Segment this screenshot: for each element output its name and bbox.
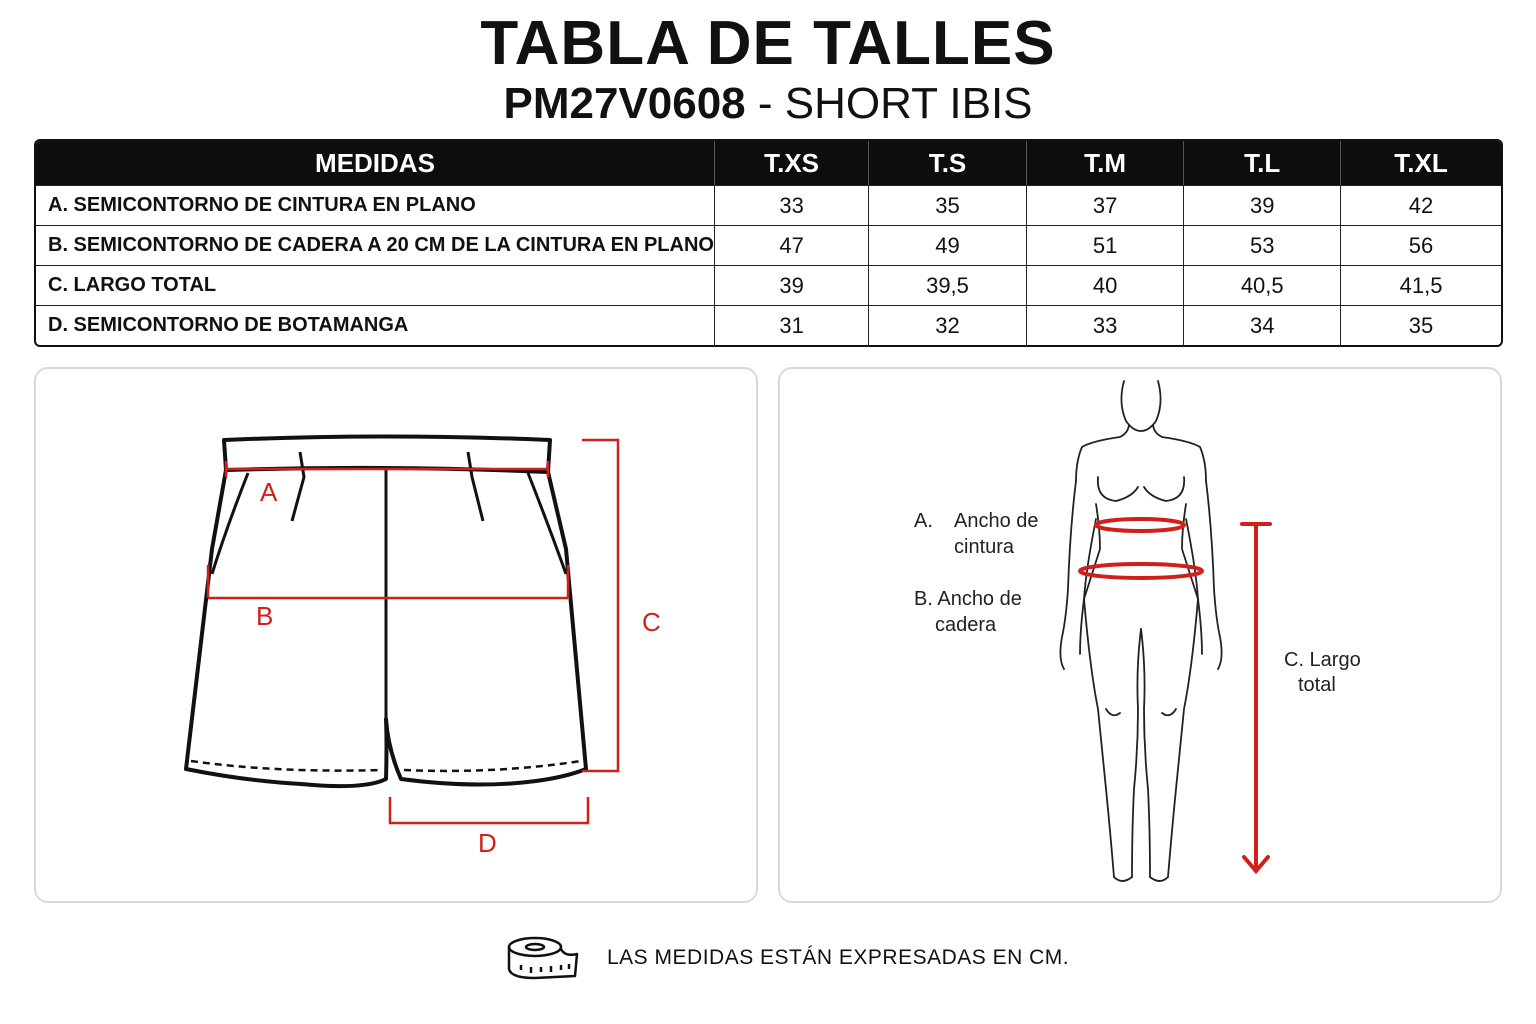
table-row — [36, 185, 1501, 225]
table-cell: 51 — [1027, 225, 1185, 265]
product-subtitle — [0, 78, 1536, 130]
length-label-line1: C. Largo — [1284, 649, 1361, 671]
table-cell: 35 — [869, 185, 1027, 225]
table-cell: 39 — [1184, 185, 1341, 225]
size-table-header — [36, 141, 1501, 185]
table-cell: 47 — [715, 225, 869, 265]
waist-label-line2: cintura — [954, 536, 1015, 558]
table-cell: 39,5 — [869, 265, 1027, 305]
table-cell: 42 — [1341, 185, 1501, 225]
header-size-s: T.S — [869, 141, 1027, 185]
product-code: PM27V0608 — [503, 79, 746, 128]
units-note: LAS MEDIDAS ESTÁN EXPRESADAS EN CM. — [607, 946, 1070, 969]
body-figure-drawing — [780, 369, 1504, 905]
table-row — [36, 265, 1501, 305]
size-table — [34, 139, 1503, 347]
label-d: D — [478, 828, 497, 858]
body-outline — [1060, 381, 1221, 881]
measure-label: C. LARGO TOTAL — [36, 265, 715, 305]
label-c: C — [642, 607, 661, 637]
table-cell: 56 — [1341, 225, 1501, 265]
measure-label: A. SEMICONTORNO DE CINTURA EN PLANO — [36, 185, 715, 225]
label-b: B — [256, 601, 274, 631]
table-cell: 34 — [1184, 305, 1341, 345]
subtitle-separator: - — [745, 79, 785, 128]
length-label-line2: total — [1298, 674, 1336, 696]
table-row — [36, 225, 1501, 265]
table-cell: 33 — [715, 185, 869, 225]
header-size-m: T.M — [1027, 141, 1185, 185]
header-size-xs: T.XS — [715, 141, 869, 185]
hip-ring — [1080, 564, 1202, 578]
shorts-diagram-panel — [34, 367, 758, 903]
page-title: TABLA DE TALLES — [480, 9, 1056, 78]
waist-label-line1: Ancho de — [954, 510, 1039, 532]
table-cell: 39 — [715, 265, 869, 305]
measure-line-c — [582, 440, 618, 771]
label-a: A — [260, 477, 278, 507]
measure-line-d — [390, 797, 588, 823]
shorts-outline — [186, 437, 586, 787]
table-cell: 49 — [869, 225, 1027, 265]
body-diagram-panel — [778, 367, 1502, 903]
footer-note — [505, 936, 1069, 980]
table-cell: 33 — [1027, 305, 1185, 345]
table-cell: 53 — [1184, 225, 1341, 265]
shorts-drawing — [36, 369, 760, 905]
table-cell: 37 — [1027, 185, 1185, 225]
hip-label-line2: cadera — [935, 614, 997, 636]
product-name: SHORT IBIS — [784, 79, 1033, 128]
table-cell: 31 — [715, 305, 869, 345]
waist-ring — [1096, 519, 1184, 531]
waist-label-letter: A. — [914, 510, 933, 532]
measure-label: D. SEMICONTORNO DE BOTAMANGA — [36, 305, 715, 345]
measure-label: B. SEMICONTORNO DE CADERA A 20 CM DE LA CINTURA EN PLANO — [36, 225, 715, 265]
measuring-tape-icon — [505, 935, 581, 981]
header-size-l: T.L — [1184, 141, 1341, 185]
table-cell: 40,5 — [1184, 265, 1341, 305]
table-cell: 41,5 — [1341, 265, 1501, 305]
table-row — [36, 305, 1501, 345]
header-size-xl: T.XL — [1341, 141, 1501, 185]
table-cell: 35 — [1341, 305, 1501, 345]
length-arrow — [1242, 524, 1270, 871]
header-medidas: MEDIDAS — [36, 141, 715, 185]
measure-rings — [1080, 519, 1202, 578]
hip-label-line1: B. Ancho de — [914, 588, 1022, 610]
table-cell: 32 — [869, 305, 1027, 345]
table-cell: 40 — [1027, 265, 1185, 305]
